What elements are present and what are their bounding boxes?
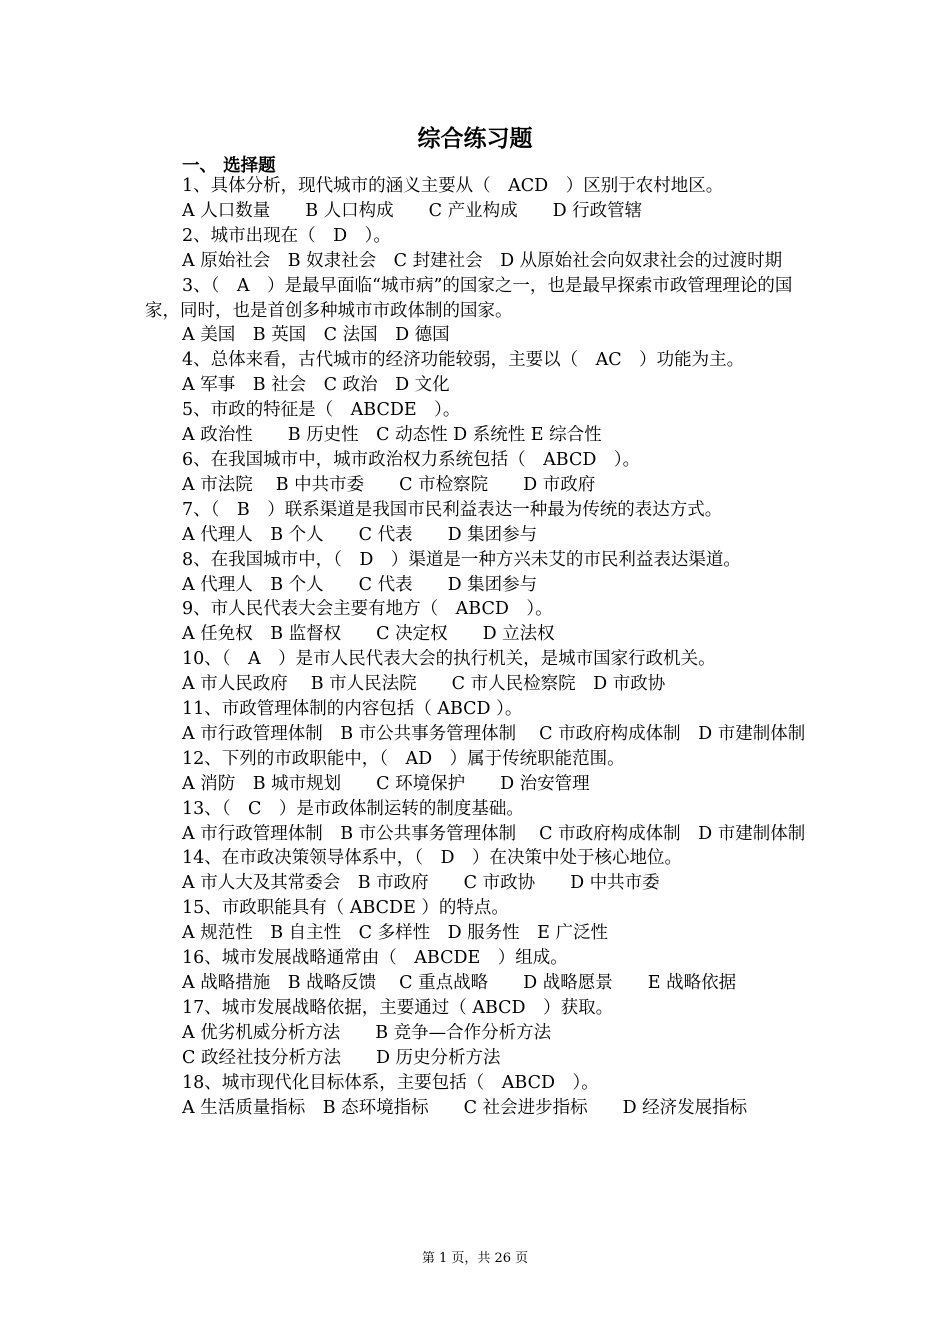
- question-line: A 市人民政府 B 市人民法院 C 市人民检察院 D 市政协: [182, 674, 666, 695]
- question-line: A 代理人 B 个人 C 代表 D 集团参与: [182, 574, 538, 595]
- question-line: 2、城市出现在（ D ）。: [182, 225, 391, 246]
- question-line: A 市法院 B 中共市委 C 市检察院 D 市政府: [182, 474, 596, 495]
- question-line: 15、市政职能具有（ ABCDE ）的特点。: [182, 898, 509, 919]
- question-line: 18、城市现代化目标体系，主要包括（ ABCD ）。: [182, 1072, 599, 1093]
- question-line: A 优劣机威分析方法 B 竞争—合作分析方法: [182, 1022, 552, 1043]
- question-line: A 政治性 B 历史性 C 动态性 D 系统性 E 综合性: [182, 425, 602, 446]
- question-line: A 军事 B 社会 C 政治 D 文化: [182, 375, 450, 396]
- question-list: [145, 174, 807, 1120]
- question-line: C 政经社技分析方法 D 历史分析方法: [182, 1047, 501, 1068]
- question-line: 4、总体来看，古代城市的经济功能较弱，主要以（ AC ）功能为主。: [182, 350, 745, 371]
- question-line: A 市行政管理体制 B 市公共事务管理体制 C 市政府构成体制 D 市建制体制: [182, 823, 806, 844]
- question-line: 12、下列的市政职能中，（ AD ）属于传统职能范围。: [182, 748, 625, 769]
- section-heading: 一、 选择题: [182, 156, 276, 176]
- page-title: 综合练习题: [417, 125, 533, 152]
- question-line: A 人口数量 B 人口构成 C 产业构成 D 行政管辖: [182, 200, 643, 221]
- question-line: A 消防 B 城市规划 C 环境保护 D 治安管理: [182, 773, 590, 794]
- question-line: A 美国 B 英国 C 法国 D 德国: [182, 325, 450, 346]
- question-line: 5、市政的特征是（ ABCDE ）。: [182, 400, 461, 421]
- question-line: 14、在市政决策领导体系中，（ D ）在决策中处于核心地位。: [182, 848, 683, 869]
- question-line: 13、（ C ）是市政体制运转的制度基础。: [182, 798, 524, 819]
- question-line: A 原始社会 B 奴隶社会 C 封建社会 D 从原始社会向奴隶社会的过渡时期: [182, 250, 783, 271]
- question-line: A 代理人 B 个人 C 代表 D 集团参与: [182, 524, 538, 545]
- question-line: A 规范性 B 自主性 C 多样性 D 服务性 E 广泛性: [182, 923, 609, 944]
- question-line: A 生活质量指标 B 态环境指标 C 社会进步指标 D 经济发展指标: [182, 1097, 748, 1118]
- question-line: 11、市政管理体制的内容包括（ ABCD ）。: [182, 699, 523, 720]
- question-line: 9、市人民代表大会主要有地方（ ABCD ）。: [182, 599, 553, 620]
- question-line: A 市人大及其常委会 B 市政府 C 市政协 D 中共市委: [182, 873, 660, 894]
- question-line: 8、在我国城市中，（ D ）渠道是一种方兴未艾的市民利益表达渠道。: [182, 549, 741, 570]
- question-line: 1、具体分析，现代城市的涵义主要从（ ACD ）区别于农村地区。: [182, 176, 724, 196]
- question-line: 17、城市发展战略依据，主要通过（ ABCD ）获取。: [182, 997, 614, 1018]
- question-line: 16、城市发展战略通常由（ ABCDE ）组成。: [182, 948, 568, 969]
- question-line: A 市行政管理体制 B 市公共事务管理体制 C 市政府构成体制 D 市建制体制: [182, 723, 806, 744]
- question-line: A 战略措施 B 战略反馈 C 重点战略 D 战略愿景 E 战略依据: [182, 973, 737, 993]
- question-line: 6、在我国城市中，城市政治权力系统包括（ ABCD ）。: [182, 449, 641, 470]
- question-line: A 任免权 B 监督权 C 决定权 D 立法权: [182, 624, 555, 645]
- question-line: 7、（ B ）联系渠道是我国市民利益表达一种最为传统的表达方式。: [182, 499, 723, 520]
- page-footer: 第 1 页，共 26 页: [421, 1251, 529, 1266]
- question-line: 10、（ A ）是市人民代表大会的执行机关，是城市国家行政机关。: [182, 649, 716, 670]
- question-line: 3、（ A ）是最早面临“城市病”的国家之一，也是最早探索市政管理理论的国家，同时，也是首创多种城市市政体制的国家。: [145, 275, 793, 321]
